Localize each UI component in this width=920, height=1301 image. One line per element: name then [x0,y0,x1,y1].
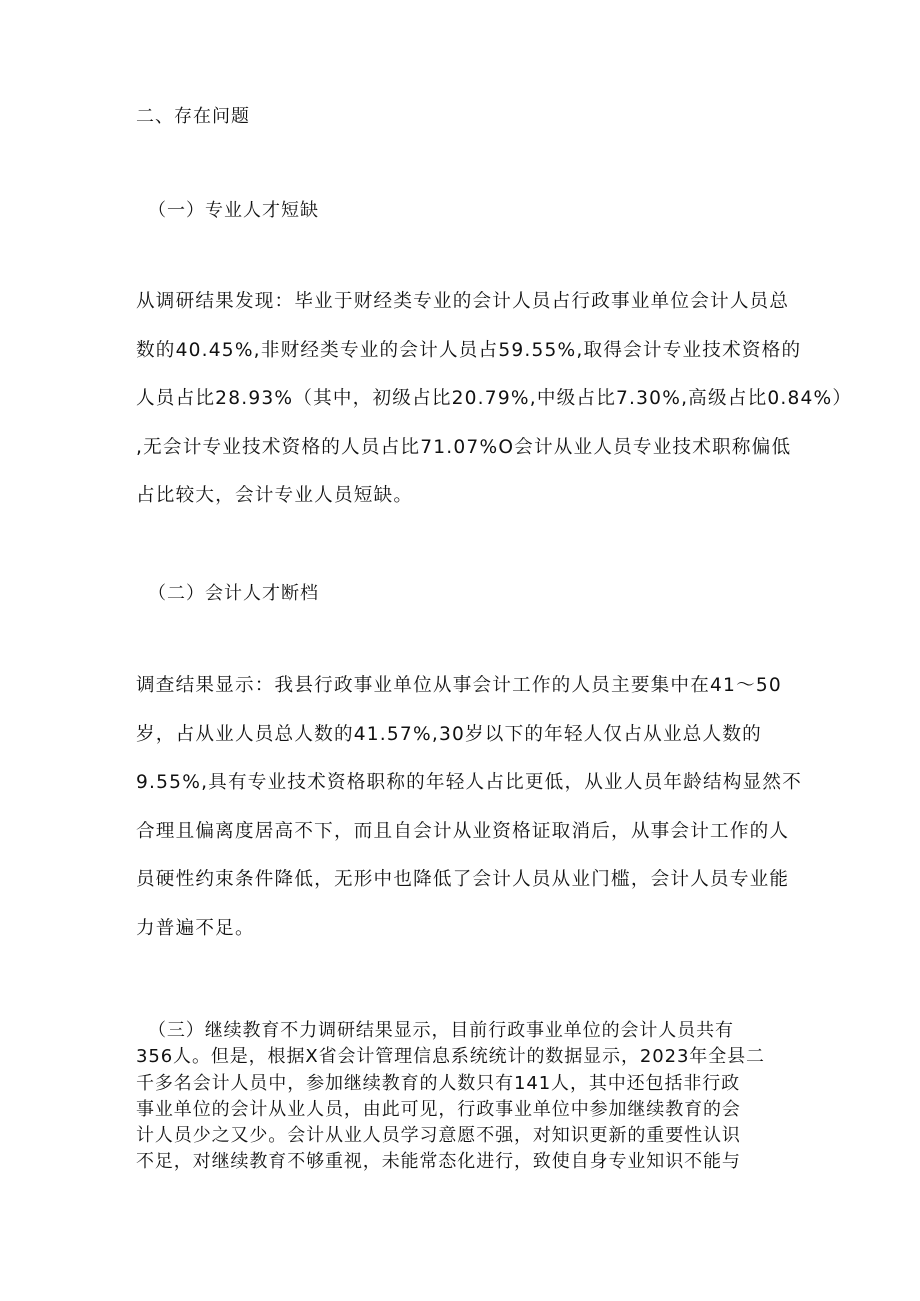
paragraph-line: （三）继续教育不力调研结果显示，目前行政事业单位的会计人员共有 [148,1020,734,1041]
paragraph-line: 千多名会计人员中，参加继续教育的人数只有141人，其中还包括非行政 [136,1072,741,1094]
paragraph-2 [136,671,802,963]
paragraph-line: 不足，对继续教育不够重视，未能常态化进行，致使自身专业知识不能与 [136,1151,741,1173]
paragraph-line: 岁，占从业人员总人数的41.57%,30岁以下的年轻人仅占从业总人数的 [136,723,762,745]
paragraph-line: ,无会计专业技术资格的人员占比71.07%O会计从业人员专业技术职称偏低 [136,436,792,458]
paragraph-line: 员硬性约束条件降低，无形中也降低了会计人员从业门槛，会计人员专业能 [136,869,790,891]
paragraph-line: 事业单位的会计从业人员，由此可见，行政事业单位中参加继续教育的会 [136,1098,741,1120]
subsection-heading-2: （二）会计人才断档 [148,583,319,604]
paragraph-line: 人员占比28.93%（其中，初级占比20.79%,中级占比7.30%,高级占比0.84%） [136,388,853,410]
section-title: 二、存在问题 [136,106,250,127]
paragraph-line: 数的40.45%,非财经类专业的会计人员占59.55%,取得会计专业技术资格的 [136,339,802,361]
paragraph-3 [136,1018,765,1176]
paragraph-line: 合理且偏离度居高不下，而且自会计从业资格证取消后，从事会计工作的人 [136,820,790,842]
subsection-heading-1: （一）专业人才短缺 [148,200,319,221]
paragraph-line: 力普遍不足。 [136,917,255,939]
paragraph-line: 计人员少之又少。会计从业人员学习意愿不强，对知识更新的重要性认识 [136,1125,741,1147]
paragraph-line: 调查结果显示：我县行政事业单位从事会计工作的人员主要集中在41～50 [136,675,782,696]
paragraph-1 [136,287,852,530]
paragraph-line: 356人。但是，根据X省会计管理信息系统统计的数据显示，2023年全县二 [136,1046,765,1068]
paragraph-line: 占比较大，会计专业人员短缺。 [136,485,414,507]
paragraph-line: 9.55%,具有专业技术资格职称的年轻人占比更低，从业人员年龄结构显然不 [136,772,802,794]
paragraph-line: 从调研结果发现：毕业于财经类专业的会计人员占行政事业单位会计人员总 [136,291,790,312]
